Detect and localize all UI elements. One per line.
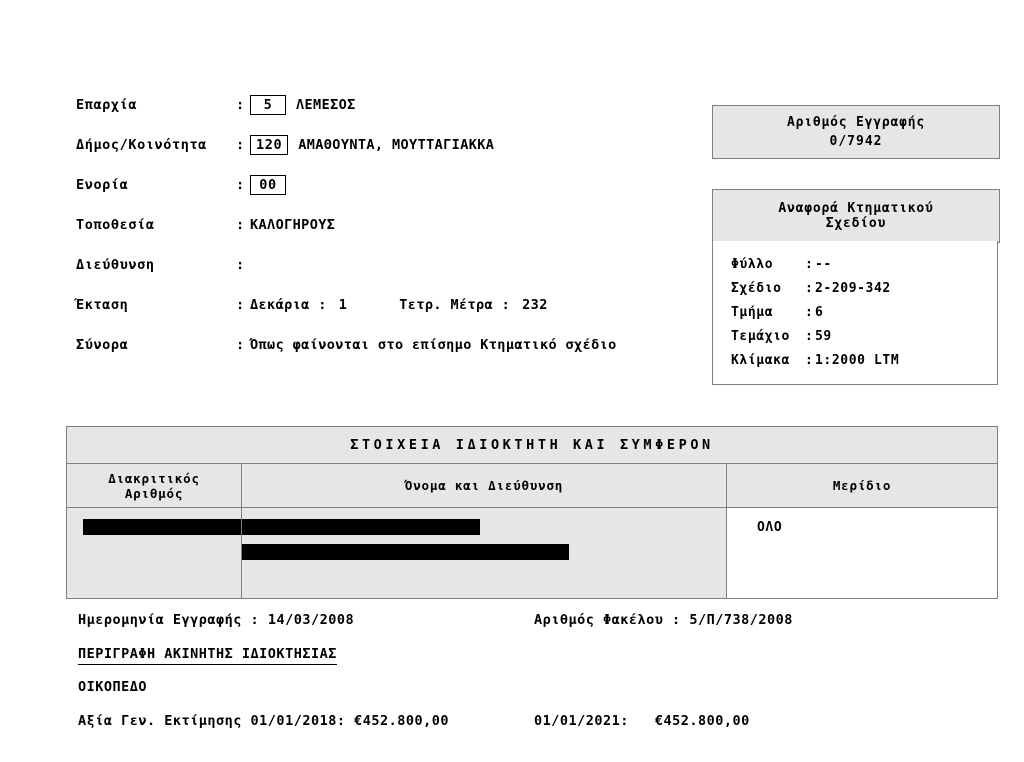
plan-reference-header [712, 189, 1000, 243]
footer-row-description-value [78, 679, 978, 695]
extent-sqm-label: Τετρ. Μέτρα : [399, 297, 511, 313]
field-colon-extent: : [236, 297, 245, 313]
valuation2-label: 01/01/2021: [534, 713, 629, 729]
extent-sqm-value: 232 [522, 297, 548, 313]
plan-sep-scale: : [805, 353, 814, 368]
field-value-boundaries: Όπως φαίνονται στο επίσημο Κτηματικό σχέδιο [250, 337, 617, 353]
field-row-address [76, 252, 706, 278]
field-row-municipality [76, 132, 706, 158]
field-row-boundaries [76, 332, 706, 358]
field-code-municipality: 120 [250, 135, 288, 155]
owner-table-header-distinctive-number [67, 464, 242, 507]
field-label-extent: Έκταση [76, 297, 129, 313]
field-row-extent [76, 292, 706, 318]
valuation-2021-group [534, 713, 750, 729]
field-colon-address: : [236, 257, 245, 273]
field-label-province: Επαρχία [76, 97, 138, 113]
footer-details [78, 612, 978, 747]
plan-row-plan [731, 281, 997, 296]
redaction-bar [83, 519, 241, 535]
field-value-province: ΛΕΜΕΣΟΣ [296, 97, 356, 113]
plan-sep-section: : [805, 305, 814, 320]
plan-row-parcel [731, 329, 997, 344]
valuation-2018-group [78, 713, 534, 729]
field-colon-province: : [236, 97, 245, 113]
registration-number-box [712, 105, 1000, 159]
extent-decares-label: Δεκάρια : [250, 297, 327, 313]
owner-header-line2: Αριθμός [124, 485, 184, 501]
owner-table-title: ΣΤΟΙΧΕΙΑ ΙΔΙΟΚΤΗΤΗ ΚΑΙ ΣΥΜΦΕΡΟΝ [67, 427, 997, 464]
owner-table-header-share: Μερίδιο [832, 478, 892, 493]
extent-values [250, 297, 548, 313]
plan-value-scale: 1:2000 LTM [815, 353, 900, 368]
plan-value-plan: 2-209-342 [815, 281, 891, 296]
plan-sep-parcel: : [805, 329, 814, 344]
field-colon-locality: : [236, 217, 245, 233]
registration-number-title: Αριθμός Εγγραφής [786, 115, 926, 130]
field-label-parish: Ενορία [76, 177, 129, 193]
field-colon-boundaries: : [236, 337, 245, 353]
footer-row-description-heading [78, 646, 978, 665]
field-value-municipality: ΑΜΑΘΟΥΝΤΑ, ΜΟΥΤΤΑΓΙΑΚΚΑ [298, 137, 495, 153]
redaction-bar [242, 519, 480, 535]
plan-reference-title-line2: Σχεδίου [825, 216, 887, 231]
owner-table-header-row [67, 464, 997, 508]
file-number-group [534, 612, 793, 628]
field-label-locality: Τοποθεσία [76, 217, 155, 233]
field-code-parish: 00 [250, 175, 286, 195]
valuation-value: €452.800,00 [354, 713, 450, 729]
description-value: ΟΙΚΟΠΕΔΟ [78, 679, 148, 695]
plan-key-sheet: Φύλλο [731, 257, 774, 272]
file-number-label: Αριθμός Φακέλου : [534, 612, 681, 628]
field-label-municipality: Δήμος/Κοινότητα [76, 137, 207, 153]
owner-cell-name-address [242, 508, 727, 598]
owner-details-table [66, 426, 998, 599]
plan-value-parcel: 59 [815, 329, 832, 344]
plan-row-scale [731, 353, 997, 368]
plan-sep-plan: : [805, 281, 814, 296]
owner-cell-distinctive-number [67, 508, 242, 598]
extent-decares-value: 1 [338, 297, 348, 313]
property-identification-fields [76, 92, 706, 372]
field-colon-municipality: : [236, 137, 245, 153]
plan-key-section: Τμήμα [731, 305, 774, 320]
valuation2-value: €452.800,00 [654, 713, 750, 729]
plan-key-scale: Κλίμακα [731, 353, 790, 368]
footer-row-valuation [78, 713, 978, 729]
plan-row-section [731, 305, 997, 320]
redaction-bar [242, 544, 569, 560]
owner-table-header-name-address: Όνομα και Διεύθυνση [242, 464, 727, 507]
table-row [67, 508, 997, 598]
plan-row-sheet [731, 257, 997, 272]
plan-sep-sheet: : [805, 257, 814, 272]
field-value-locality: ΚΑΛΟΓΗΡΟΥΣ [250, 217, 336, 233]
field-row-locality [76, 212, 706, 238]
registration-date-group [78, 612, 534, 628]
field-colon-parish: : [236, 177, 245, 193]
valuation-label: Αξία Γεν. Εκτίμησης 01/01/2018: [78, 713, 346, 729]
plan-key-plan: Σχέδιο [731, 281, 782, 296]
footer-row-registration-date [78, 612, 978, 628]
plan-reference-title-line1: Αναφορά Κτηματικού [778, 201, 934, 216]
field-label-boundaries: Σύνορα [76, 337, 129, 353]
file-number-value: 5/Π/738/2008 [689, 612, 793, 628]
owner-header-line1: Διακριτικός [108, 470, 200, 486]
plan-key-parcel: Τεμάχιο [731, 329, 790, 344]
plan-value-sheet: -- [815, 257, 832, 272]
field-row-parish [76, 172, 706, 198]
registration-date-value: 14/03/2008 [267, 612, 355, 628]
field-code-province: 5 [250, 95, 286, 115]
field-label-address: Διεύθυνση [76, 257, 155, 273]
field-row-province [76, 92, 706, 118]
description-heading: ΠΕΡΙΓΡΑΦΗ ΑΚΙΝΗΤΗΣ ΙΔΙΟΚΤΗΣΙΑΣ [78, 646, 337, 665]
registration-number-value: 0/7942 [829, 134, 883, 149]
plan-reference-body [712, 241, 998, 385]
registration-date-label: Ημερομηνία Εγγραφής : [78, 612, 260, 628]
owner-cell-share: ΟΛΟ [727, 508, 997, 598]
plan-value-section: 6 [815, 305, 824, 320]
